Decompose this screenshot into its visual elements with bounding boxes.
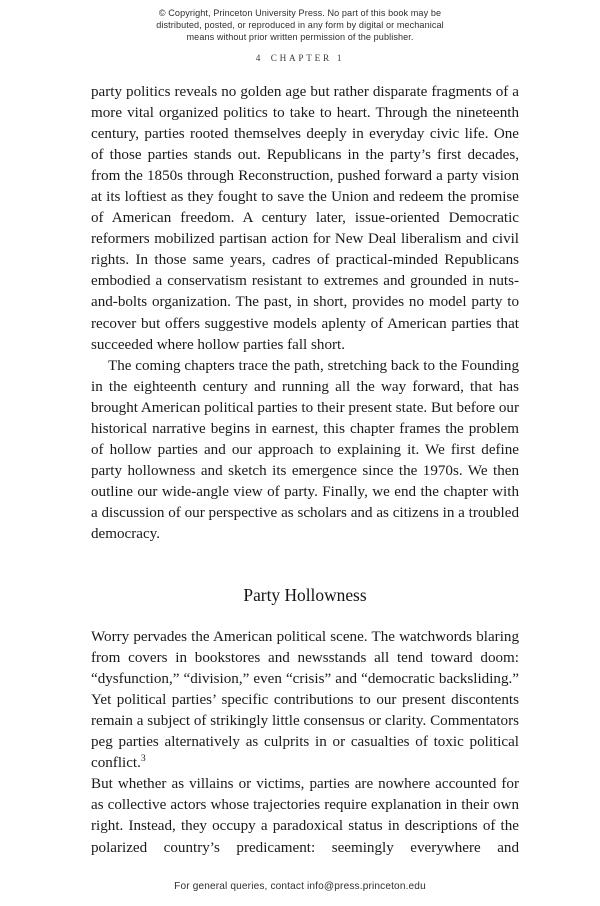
running-head-chapter-label: CHAPTER 1 xyxy=(270,53,345,63)
page-footer xyxy=(0,881,600,892)
heading-spacer-below xyxy=(91,606,519,627)
copyright-notice-line-1: © Copyright, Princeton University Press. No part of this book may be xyxy=(158,8,442,18)
body-paragraph-2: The coming chapters trace the path, stretching back to the Founding in the eighteenth century and running all the way forward, that has brought American political parties to their present state. But before our historical narrative begins in earnest, this chapter frames the problem of hollow parties and our approach to explaining it. We first define party hollowness and sketch its emergence since the 1970s. We then outline our wide-angle view of party. Finally, we end the chapter with a discussion of our perspective as scholars and as citizens in a troubled democracy. xyxy=(91,357,519,542)
page-text-block xyxy=(91,82,519,880)
page-folio-number: 4 xyxy=(255,53,261,63)
footnote-reference-marker[interactable]: 3 xyxy=(140,753,146,765)
body-paragraph-3-text-before-note: Worry pervades the American political scene. The watchwords blaring from covers in bookstores and newsstands all tend toward doom: “dysfunction,” “division,” even “crisis” and “democratic backsliding.” Yet political parties’ specific contributions to our present discontents remain a subject of strikingly little consensus or clarity. Commentators peg parties alternatively as culprits in or casualties of toxic political conflict. xyxy=(91,629,519,772)
section-heading-party-hollowness: Party Hollowness xyxy=(243,585,367,606)
heading-spacer-above xyxy=(91,545,519,585)
page-footer-text: For general queries, contact info@press.princeton.edu xyxy=(174,881,426,892)
body-paragraph-3-text-after-note: But whether as villains or victims, parties are nowhere accounted for as collective actors whose trajectories require explanation in their own right. Instead, they occupy a paradoxical status in descriptions of the polarized country’s predicament: seemingly everywhere and xyxy=(91,776,519,856)
body-paragraph-3 xyxy=(91,627,519,880)
copyright-notice-line-3: means without prior written permission of the publisher. xyxy=(186,32,414,43)
running-head xyxy=(0,53,600,63)
copyright-notice xyxy=(131,7,469,44)
body-paragraph-1: party politics reveals no golden age but rather disparate fragments of a more vital organized politics to take to heart. Through the nineteenth century, parties rooted themselves deeply in everyday civic life. One of those parties stands out. Republicans in the party’s first decades, from the 1850s through Reconstruction, pushed forward a party vision at its loftiest as they fought to save the Union and redeem the promise of American freedom. A century later, issue-oriented Democratic reformers mobilized partisan action for New Deal liberalism and civil rights. In those same years, cadres of practical-minded Republicans embodied a conservatism resistant to extremes and grounded in nuts-and-bolts organization. The past, in short, provides no model party to recover but offers suggestive models aplenty of American parties that succeeded where hollow parties fall short. xyxy=(91,84,519,353)
copyright-notice-line-2: distributed, posted, or reproduced in any form by digital or mechanical xyxy=(156,20,444,31)
